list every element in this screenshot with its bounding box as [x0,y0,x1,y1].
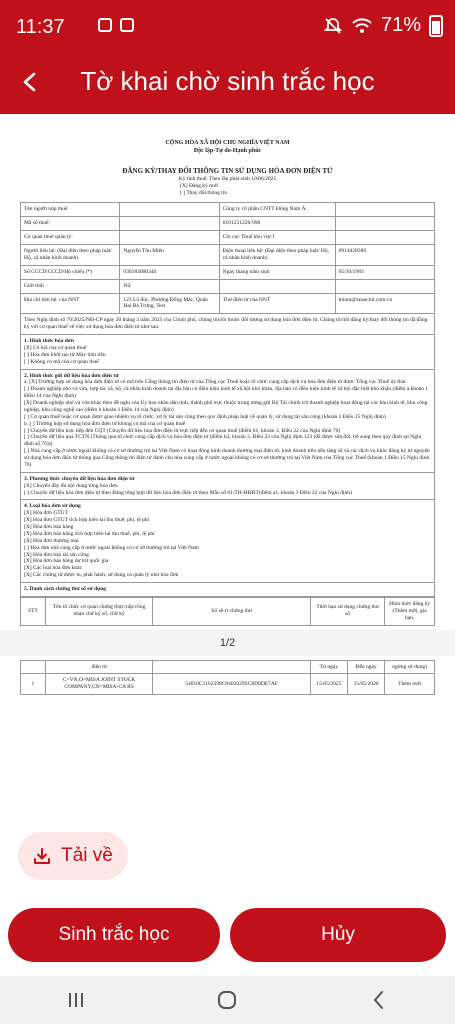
biometric-label: Sinh trắc học [58,924,170,945]
doc-intro: Theo Nghị định số 70/2025/NĐ-CP ngày 20 tháng 3 năm 2025 của Chính phủ, chúng tôi/tôi thuộc đối tượng sử dụng hóa đơn điện tử. Chúng tôi/tôi đăng ký/thay đổi thông tin đã đăng ký với cơ quan thuế về việc sử dụng hóa đơn điện tử như sau: [20,314,435,335]
biometric-button[interactable] [8,908,220,962]
app-bar [0,52,455,114]
table-row: Địa chỉ liên hệ: của NNT 123 Lò đúc, Phường Đống Mác, Quận Hai Bà Trưng, Test Thư điện tử của NNT miunt@seanchit.com.vn [21,293,435,314]
doc-title: ĐĂNG KÝ/THAY ĐỔI THÔNG TIN SỬ DỤNG HÓA ĐƠN ĐIỆN TỬ [122,167,333,175]
recents-button[interactable] [46,980,106,1020]
cancel-label: Hủy [321,924,355,945]
home-icon [216,989,238,1011]
table-row: Số CCCD/CCCD/Hộ chiếu (*) 036183000346 Ngày tháng năm sinh 05/10/1983 [21,265,435,279]
doc-period: Kỳ tính thuế: Theo lần phát sinh 10/06/2025 [178,175,277,182]
section-certificates: 5. Danh sách chứng thư số sử dụng [20,583,435,597]
download-label: Tải về [61,845,113,866]
section-invoice-form: 1. Hình thức hóa đơn [X] Có mã của cơ quan thuế [ ] Hóa đơn khởi tạo từ Máy tính tiền [ ] Không có mã của cơ quan thuế [20,335,435,370]
status-bar [0,0,455,52]
info-table [20,202,435,314]
section-transfer-method: 3. Phương thức chuyển dữ liệu hóa đơn điện tử [X] Chuyển đầy đủ nội dung từng hóa đơn [ ] Chuyển dữ liệu hóa đơn điện tử theo Bảng tổng hợp dữ liệu hóa đơn điện tử theo Mẫu số 01/TH-HĐĐT(điểm a1, khoản 3 Điều 22 của Nghị định) [20,473,435,501]
home-button[interactable] [197,980,257,1020]
table-row: Mã số thuế: 0101231226-998 [21,217,435,231]
table-row: Cơ quan thuế quản lý: Chi cục Thuế khu vực I [21,231,435,245]
document-viewer[interactable] [0,114,455,975]
doc-option-change: [ ] Thay đổi thông tin [180,189,228,196]
table-row: Giới tính Nữ [21,279,435,293]
table-row: Người liên hệ: (Đại diện theo pháp luật/ Hộ, cá nhân kinh doanh) Nguyễn Thu Miên Điện thoại liên hệ: (Đại diện theo pháp luật/ Hộ, cá nhân kinh doanh) 0914428388 [21,245,435,266]
status-time: 11:37 [16,16,65,38]
table-row: Tên người nộp thuế Công ty cổ phần CNTT Đông Nam Á [21,203,435,217]
section-send-method: 2. Hình thức gửi dữ liệu hóa đơn điện tử a. [X] Trường hợp sử dụng hóa đơn điện tử có mã trên Cổng thông tin điện tử của Tổng cục Thuế hoặc tổ chức cung cấp dịch vụ hóa đơn điện tử được Tổng cục Thuế ủy thác [ ] Doanh nghiệp nhỏ và vừa, hợp tác xã, hộ, cá nhân kinh doanh tại địa bàn có điều kiện kinh tế xã hội khó khăn, địa bàn có điều kiện kinh tế xã hội đặc biệt khó khăn (điểm a khoản 1 Điều 14 của Nghị định) [X] Doanh nghiệp nhỏ và vừa khác theo đề nghị của Ủy ban nhân dân tỉnh, thành phố trực thuộc trung ương gửi Bộ Tài chính trừ doanh nghiệp hoạt động tại các khu kinh tế, khu công nghiệp, khu công nghệ cao (điểm b khoản 1 Điều 14 của Nghị định) [ ] Cơ quan thuế hoặc cơ quan được giao nhiệm vụ tổ chức, xử lý tài sản công theo quy định pháp luật về quản lý, sử dụng tài sản công (khoản 1 Điều 15 Nghị định) b. [ ] Trường hợp sử dụng hóa đơn điện tử không có mã của cơ quan thuế [ ] Chuyển dữ liệu trực tiếp đến CQT (Chuyển dữ liệu hóa đơn điện tử trực tiếp đến cơ quan thuế (điểm b1, khoản 3, Điều 22 của Nghị định 70) [ ] Chuyển dữ liệu qua TCTN (Thông qua tổ chức cung cấp dịch vụ hóa đơn điện tử (điểm b2, khoản 3, Điều 22 của Nghị định 123 (đã được sửa đổi, bổ sung theo quy định tại Nghị định số 70))) [ ] Nhà cung cấp ở nước ngoài không có cơ sở thường trú tại Việt Nam có hoạt động kinh doanh thương mại điện tử, kinh doanh trên nền tảng số và các dịch vụ khác đăng ký tự nguyện sử dụng hóa đơn điện tử thông qua Cổng thông tin điện tử dành cho nhà cung cấp ở nước ngoài không có cơ sở thường trú tại Việt Nam của Tổng cục Thuế (khoản 1 Điều 15 Nghị định 70) [20,370,435,473]
notification-icon [98,18,112,32]
doc-option-new: [X] Đăng ký mới [180,182,218,189]
cancel-button[interactable] [230,908,446,962]
nav-back-icon [368,989,390,1011]
doc-header-motto: Độc lập-Tự do-Hạnh phúc [193,147,262,154]
page-indicator: 1/2 [0,630,455,656]
bottom-actions [0,890,455,976]
document-page [20,124,435,695]
system-back-button[interactable] [349,980,409,1020]
wifi-icon [351,16,373,36]
table-header-row: điện tử Từ ngày Đến ngày ngừng sử dụng) [21,660,435,674]
battery-icon [429,15,443,37]
doc-header-country: CỘNG HÒA XÃ HỘI CHỦ NGHĨA VIỆT NAM [165,140,290,146]
system-nav-bar [0,976,455,1024]
certificate-table [20,597,435,626]
section-invoice-types: 4. Loại hóa đơn sử dụng [X] Hóa đơn GTGT [X] Hóa đơn GTGT tích hợp biên lai thu thuế, phí, lệ phí [X] Hóa đơn bán hàng [X] Hóa đơn bán hàng tích hợp biên lai thu thuế, phí, lệ phí [X] Hóa đơn thương mại [ ] Hóa đơn nhà cung cấp ở nước ngoài không có cơ sở thường trú tại Việt Nam [X] Hóa đơn bán tài sản công [X] Hóa đơn bán hàng dự trữ quốc gia [X] Các loại hóa đơn khác [X] Các chứng từ được in, phát hành, sử dụng và quản lý như hóa đơn [20,500,435,583]
mute-icon [323,16,343,36]
download-button[interactable] [18,832,128,880]
certificate-table-continued [20,660,435,696]
table-row: 1 C=VN,O=MISA JOINT STOCK COMPANY,CN=MISA-CA RS 54010C1162398C8402029SC8D0DE7AF 15/05/2025 15/05/2026 Thêm mới [21,674,435,695]
download-icon [33,847,51,865]
image-icon [120,18,134,32]
notification-icons [98,18,134,32]
page-title: Tờ khai chờ sinh trắc học [80,66,375,96]
recents-icon [65,989,87,1011]
battery-percentage: 71% [380,14,421,36]
table-header-row: STT Tên tổ chức cơ quan chứng thực/cấp/công nhận chữ ký số, chữ ký Số sê-ri chứng thư Thời hạn sử dụng chứng thư số Hình thức đăng ký (Thêm mới, gia hạn, [21,597,435,625]
status-right [323,14,443,37]
